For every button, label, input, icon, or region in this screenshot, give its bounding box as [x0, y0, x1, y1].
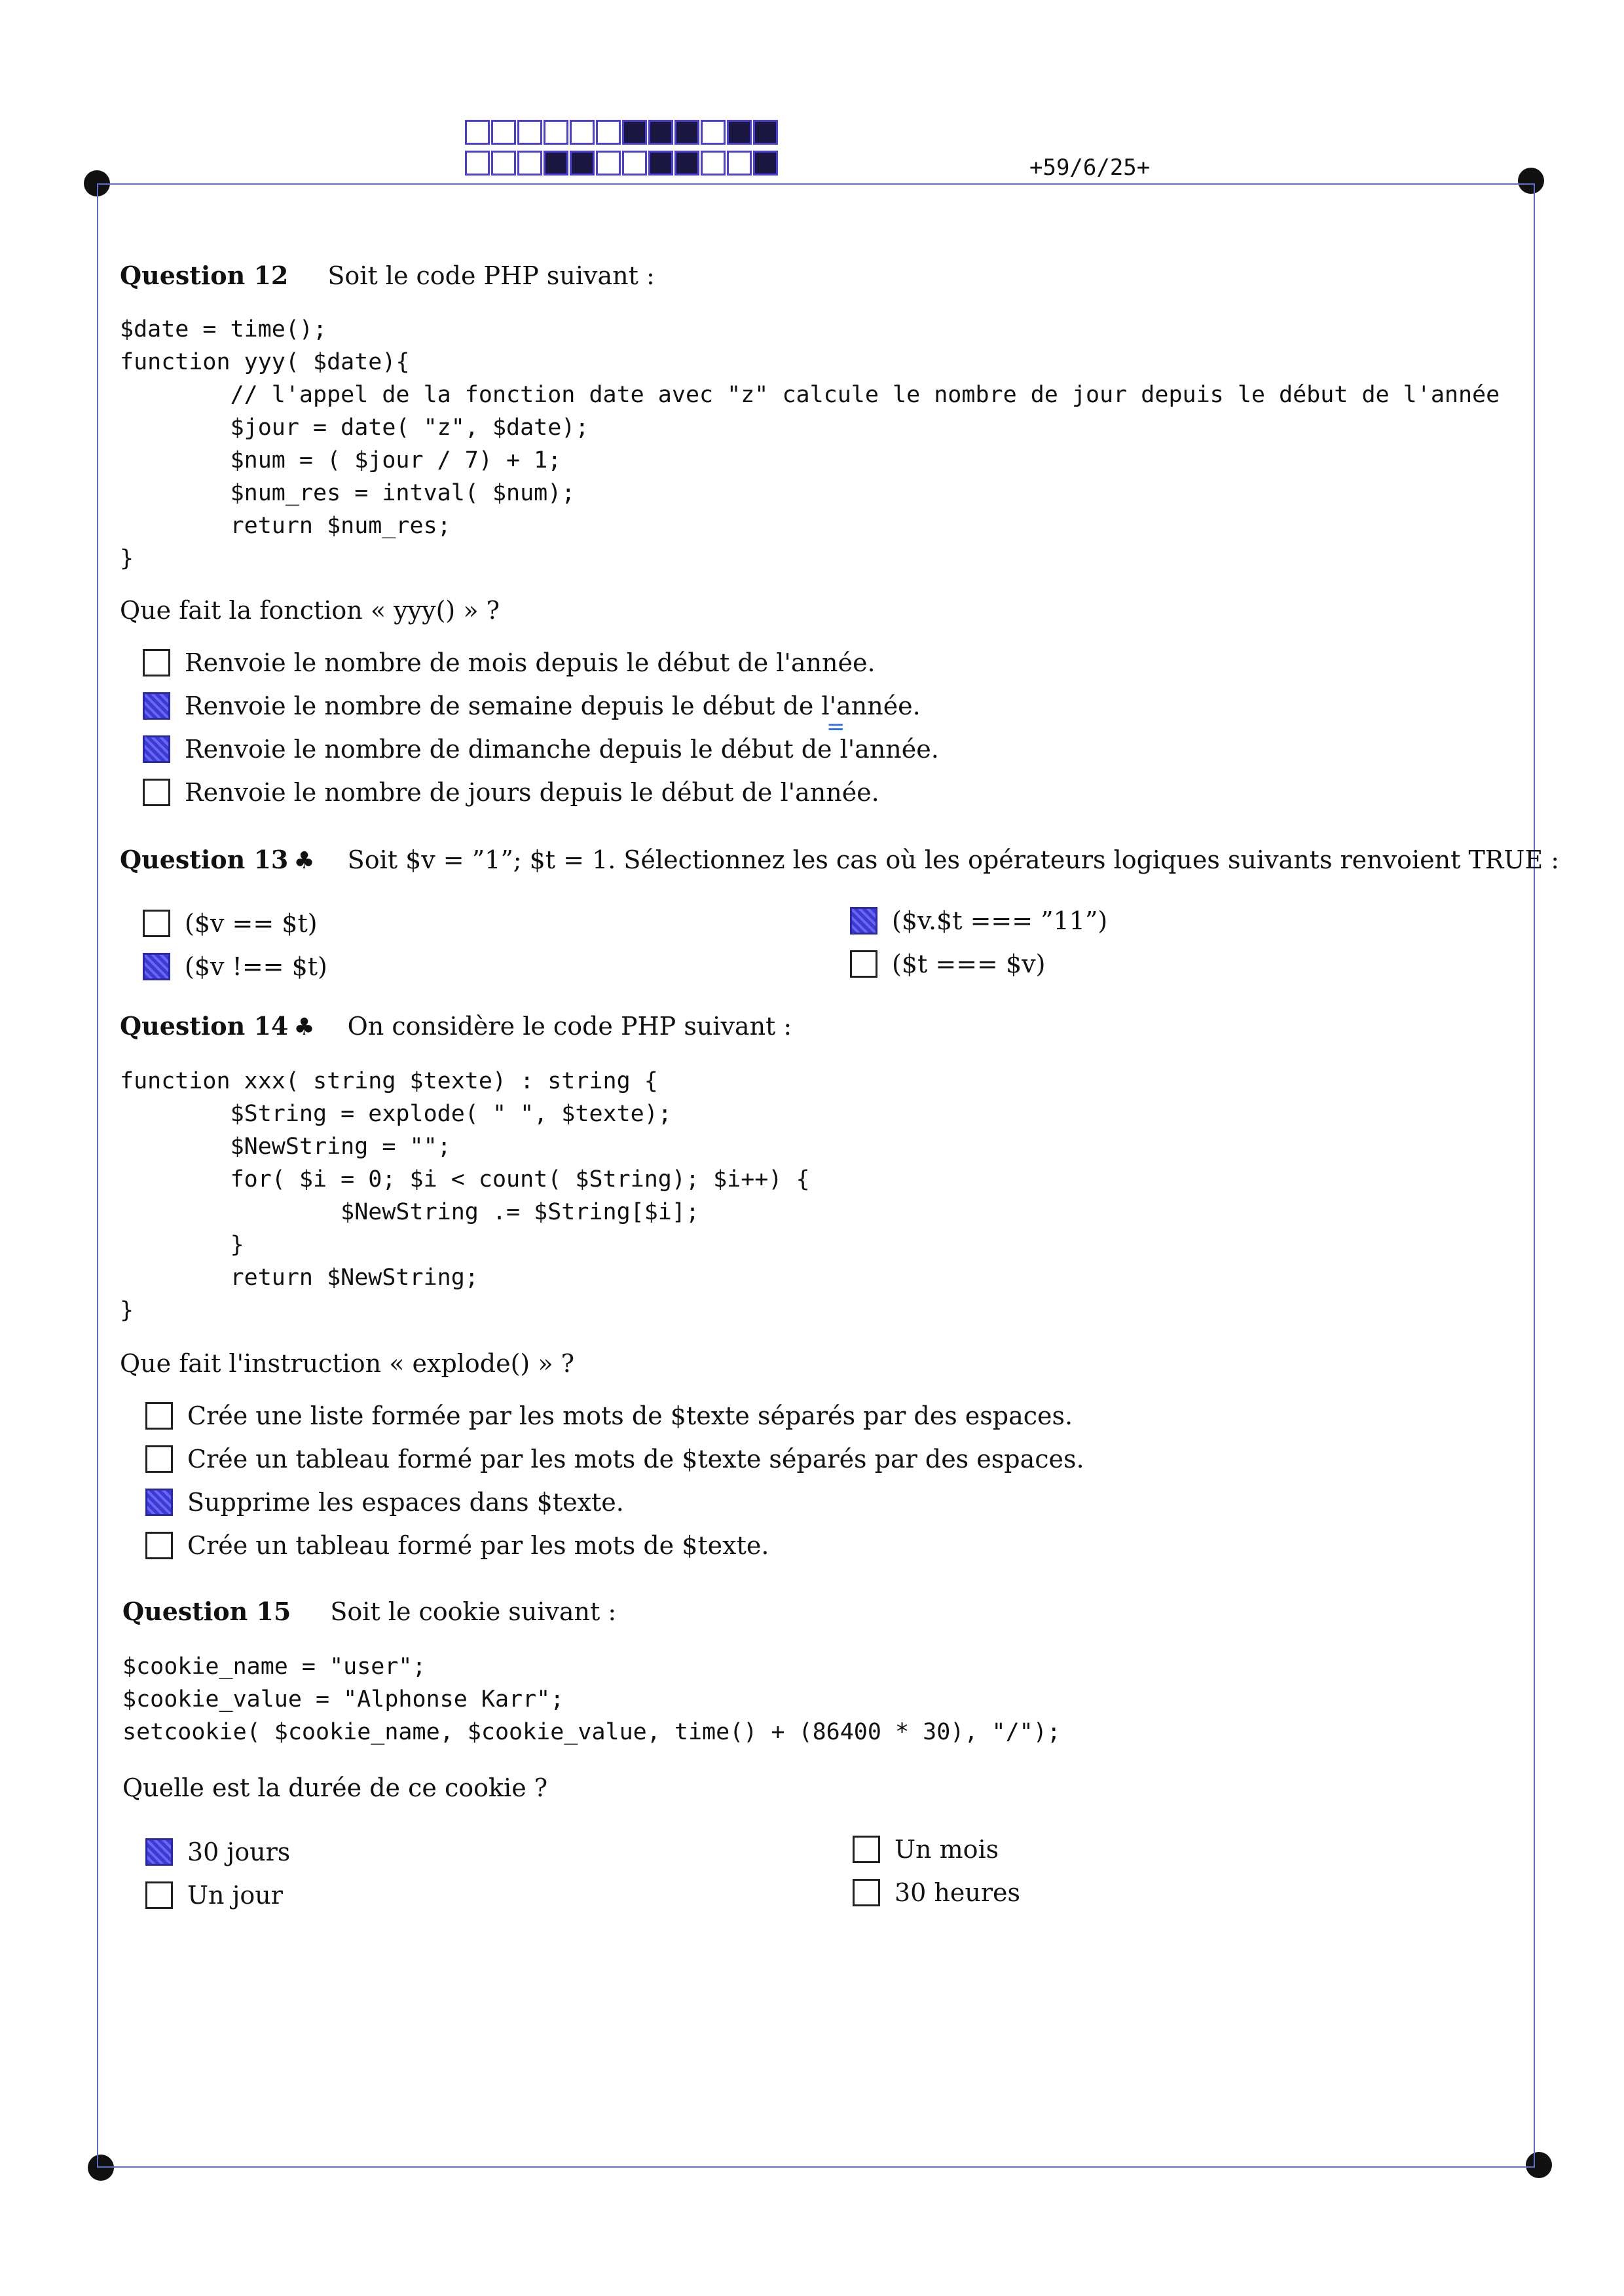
- answer-label: Un jour: [187, 1881, 283, 1910]
- barcode-cell: [753, 151, 778, 176]
- question-12-code: $date = time(); function yyy( $date){ // l'appel de la fonction date avec "z" calcule le nombre de jour depuis le début de l'année $jour = date( "z", $date); $num = ( $jour / 7) + 1; $num_res = intval( $num); return $num_res; }: [120, 316, 1500, 572]
- q13-answer-4[interactable]: [850, 950, 1045, 978]
- q12-answer-2[interactable]: [143, 692, 921, 720]
- answer-label: Renvoie le nombre de jours depuis le début de l'année.: [185, 778, 879, 807]
- checkbox[interactable]: [145, 1532, 173, 1559]
- q13-answer-2[interactable]: [143, 952, 327, 981]
- checkbox[interactable]: [145, 1489, 173, 1516]
- barcode-cell: [622, 120, 647, 145]
- barcode-cell: [570, 151, 595, 176]
- answer-label: Crée un tableau formé par les mots de $texte séparés par des espaces.: [187, 1445, 1084, 1473]
- question-14-label: Question 14: [120, 1011, 289, 1041]
- q14-answer-3[interactable]: [145, 1488, 624, 1517]
- checkbox[interactable]: [145, 1402, 173, 1430]
- question-14-header: [120, 1011, 792, 1041]
- question-15-intro: Soit le cookie suivant :: [330, 1597, 617, 1626]
- barcode-cell: [465, 120, 490, 145]
- q14-answer-2[interactable]: [145, 1445, 1084, 1473]
- barcode-row-2: [465, 151, 779, 176]
- barcode-cell: [753, 120, 778, 145]
- barcode-cell: [727, 120, 752, 145]
- q14-answer-4[interactable]: [145, 1531, 769, 1560]
- barcode-cell: [517, 120, 542, 145]
- answer-label: Renvoie le nombre de semaine depuis le début de l'année.: [185, 692, 921, 720]
- question-14-code: function xxx( string $texte) : string { $String = explode( " ", $texte); $NewString = ""; for( $i = 0; $i < count( $String); $i++) { $NewString .= $String[$i]; } return $NewString; }: [120, 1068, 810, 1324]
- q15-answer-3[interactable]: [853, 1835, 999, 1864]
- barcode-cell: [674, 120, 699, 145]
- q14-answer-1[interactable]: [145, 1401, 1073, 1430]
- barcode-row-1: [465, 120, 779, 145]
- barcode-cell: [674, 151, 699, 176]
- checkbox[interactable]: [850, 907, 877, 935]
- q15-answer-1[interactable]: [145, 1838, 290, 1866]
- barcode-cell: [596, 151, 621, 176]
- q13-answer-1[interactable]: [143, 909, 318, 938]
- question-13-intro: Soit $v = ”1”; $t = 1. Sélectionnez les cas où les opérateurs logiques suivants renvoient TRUE :: [347, 845, 1560, 874]
- answer-label: Un mois: [895, 1835, 999, 1864]
- checkbox[interactable]: [853, 1879, 880, 1906]
- checkbox[interactable]: [143, 910, 170, 937]
- question-13-label: Question 13: [120, 845, 289, 874]
- barcode-cell: [622, 151, 647, 176]
- answer-label: Crée un tableau formé par les mots de $texte.: [187, 1531, 769, 1560]
- barcode-cell: [648, 120, 673, 145]
- answer-label: Renvoie le nombre de mois depuis le début de l'année.: [185, 648, 876, 677]
- answer-label: 30 heures: [895, 1878, 1021, 1907]
- checkbox[interactable]: [853, 1836, 880, 1863]
- q12-answer-3[interactable]: [143, 735, 939, 764]
- club-icon: ♣: [293, 847, 315, 874]
- checkbox[interactable]: [143, 692, 170, 720]
- barcode-cell: [465, 151, 490, 176]
- answer-label: Supprime les espaces dans $texte.: [187, 1488, 624, 1517]
- answer-label: ($v == $t): [185, 909, 318, 938]
- question-14-prompt: Que fait l'instruction « explode() » ?: [120, 1349, 575, 1378]
- answer-label: ($t === $v): [892, 950, 1046, 978]
- q12-answer-1[interactable]: [143, 648, 876, 677]
- answer-label: ($v !== $t): [185, 952, 327, 981]
- question-13-header: [120, 845, 1559, 874]
- barcode-cell: [517, 151, 542, 176]
- q15-answer-2[interactable]: [145, 1881, 283, 1910]
- answer-label: 30 jours: [187, 1838, 291, 1866]
- q15-answer-4[interactable]: [853, 1878, 1020, 1907]
- barcode-cell: [701, 151, 726, 176]
- checkbox[interactable]: [143, 953, 170, 980]
- question-12-intro: Soit le code PHP suivant :: [327, 261, 655, 290]
- q13-answer-3[interactable]: [850, 906, 1107, 935]
- barcode-cell: [648, 151, 673, 176]
- checkbox[interactable]: [145, 1881, 173, 1909]
- question-15-code: $cookie_name = "user"; $cookie_value = "Alphonse Karr"; setcookie( $cookie_name, $cookie_value, time() + (86400 * 30), "/");: [122, 1654, 1061, 1745]
- pen-scribble-mark: =: [826, 714, 845, 740]
- answer-label: Renvoie le nombre de dimanche depuis le début de l'année.: [185, 735, 939, 764]
- barcode-cell: [596, 120, 621, 145]
- barcode-cell: [491, 120, 516, 145]
- checkbox[interactable]: [143, 735, 170, 763]
- answer-label: ($v.$t === ”11”): [892, 906, 1108, 935]
- question-14-intro: On considère le code PHP suivant :: [347, 1012, 792, 1041]
- barcode-cell: [544, 151, 568, 176]
- barcode-cell: [570, 120, 595, 145]
- question-12-label: Question 12: [120, 261, 289, 290]
- question-15-label: Question 15: [122, 1597, 291, 1626]
- question-15-prompt: Quelle est la durée de ce cookie ?: [122, 1773, 548, 1802]
- barcode-cell: [491, 151, 516, 176]
- question-12-prompt: Que fait la fonction « yyy() » ?: [120, 596, 500, 625]
- question-12-header: [120, 261, 655, 290]
- club-icon: ♣: [293, 1014, 315, 1041]
- q12-answer-4[interactable]: [143, 778, 879, 807]
- answer-label: Crée une liste formée par les mots de $texte séparés par des espaces.: [187, 1401, 1073, 1430]
- sheet-id-code: +59/6/25+: [1029, 155, 1151, 181]
- checkbox[interactable]: [143, 779, 170, 806]
- question-15-header: [122, 1597, 616, 1626]
- checkbox[interactable]: [145, 1838, 173, 1866]
- checkbox[interactable]: [143, 649, 170, 676]
- barcode-cell: [727, 151, 752, 176]
- checkbox[interactable]: [145, 1445, 173, 1473]
- checkbox[interactable]: [850, 950, 877, 978]
- barcode-cell: [701, 120, 726, 145]
- barcode-cell: [544, 120, 568, 145]
